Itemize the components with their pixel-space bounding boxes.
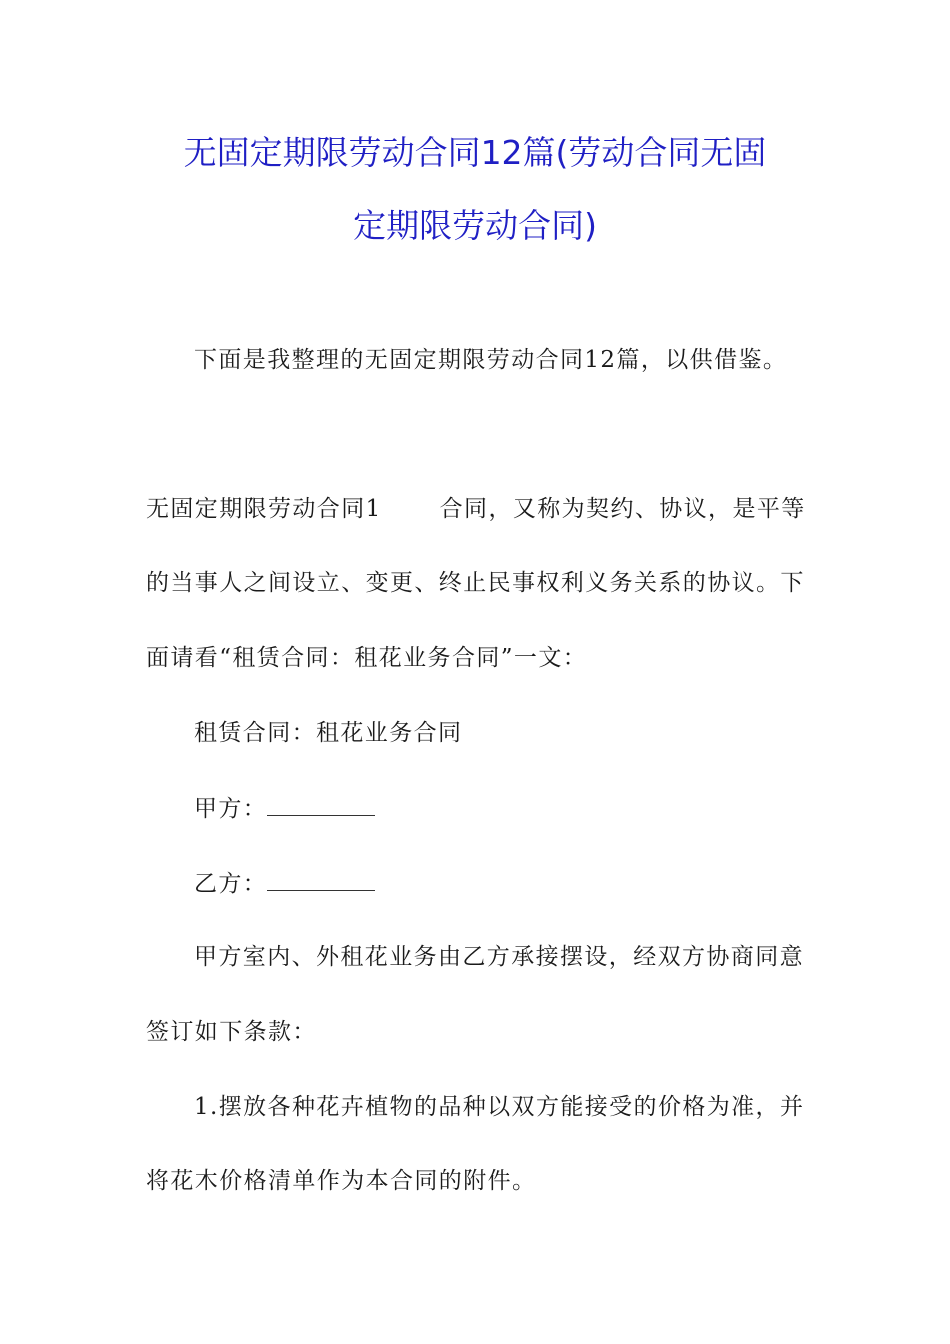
party-b-line: [194, 868, 854, 899]
party-b-blank: [267, 868, 375, 891]
item-1-line-2: 将花木价格清单作为本合同的附件。: [146, 1168, 537, 1194]
intro-paragraph: 下面是我整理的无固定期限劳动合同12篇，以供借鉴。: [194, 347, 788, 373]
contract-title: 租赁合同：租花业务合同: [194, 720, 463, 746]
section-1-line-3: 面请看“租赁合同：租花业务合同”一文：: [146, 645, 588, 671]
party-a-label: 甲方：: [194, 796, 268, 822]
party-a-blank: [267, 793, 375, 816]
document-title-line-1: 无固定期限劳动合同12篇(劳动合同无固: [183, 133, 767, 172]
section-1-heading: 无固定期限劳动合同1 合同，又称为契约、协议，是平等: [146, 496, 806, 522]
paragraph-1-line-2: 签订如下条款：: [146, 1019, 317, 1045]
section-1-line-2: 的当事人之间设立、变更、终止民事权利义务关系的协议。下: [146, 570, 805, 596]
party-a-line: [194, 793, 854, 824]
paragraph-1-line-1: 甲方室内、外租花业务由乙方承接摆设，经双方协商同意: [194, 944, 804, 970]
item-1-line-1: 1.摆放各种花卉植物的品种以双方能接受的价格为准，并: [194, 1094, 805, 1120]
party-b-label: 乙方：: [194, 871, 268, 897]
document-title-line-2: 定期限劳动合同): [353, 206, 597, 245]
section-1-line-1: [146, 494, 806, 524]
